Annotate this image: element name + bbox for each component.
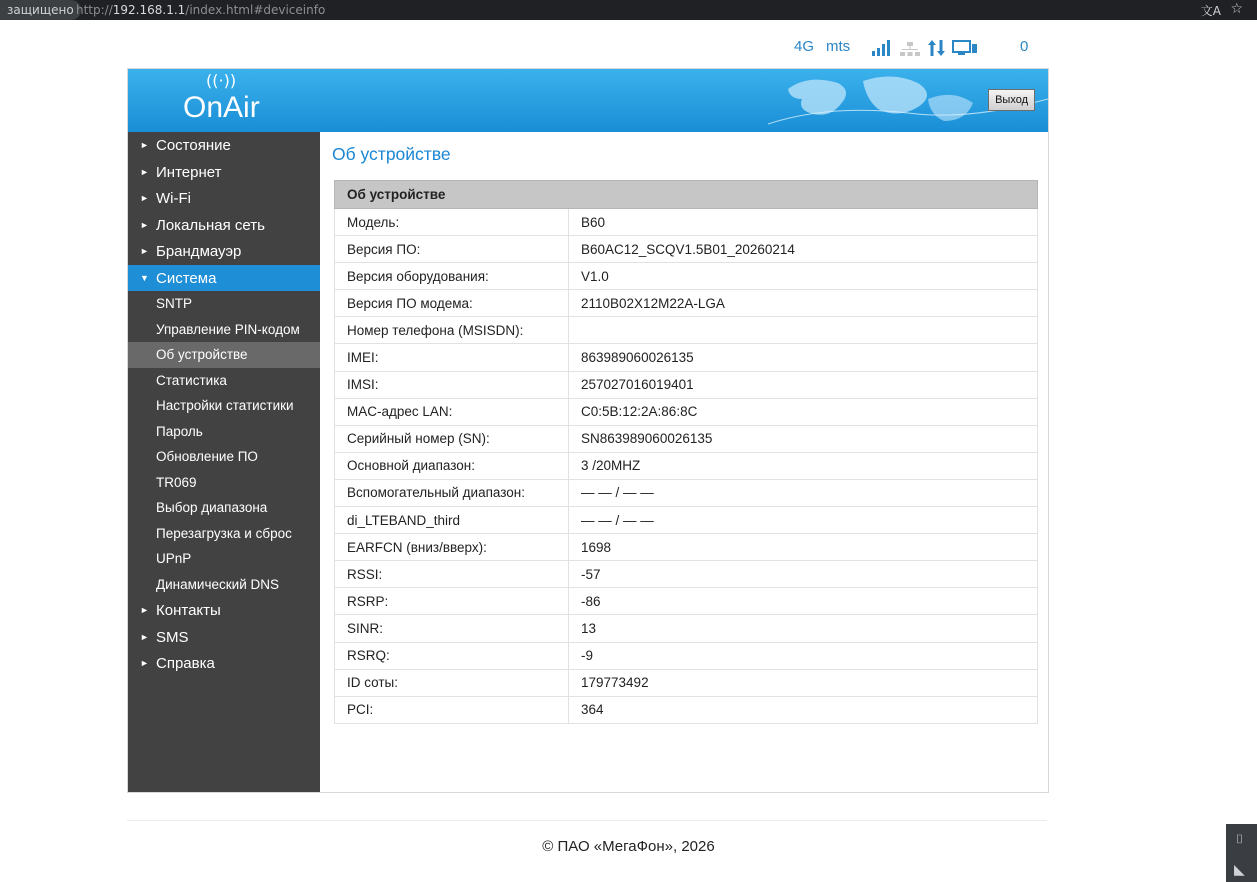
sidebar-item-label: Состояние (156, 137, 231, 154)
row-label: Номер телефона (MSISDN): (335, 317, 569, 344)
header-banner (128, 69, 1048, 132)
sidebar-item-top_before-0[interactable] (128, 132, 320, 159)
sidebar-subitem-2[interactable]: Об устройстве (128, 342, 320, 368)
sidebar-subitem-6[interactable]: Обновление ПО (156, 449, 258, 464)
nav-group-main (128, 132, 320, 265)
sidebar-item-top_before-1[interactable] (128, 159, 320, 186)
row-label: Вспомогательный диапазон: (335, 479, 569, 506)
row-label: IMEI: (335, 344, 569, 371)
row-label: MAC-адрес LAN: (335, 398, 569, 425)
row-label: Серийный номер (SN): (335, 425, 569, 452)
row-value: 257027016019401 (569, 371, 1038, 398)
browser-address-bar[interactable] (0, 0, 1257, 20)
table-row (335, 615, 1038, 642)
table-row (335, 696, 1038, 723)
lan-icon (900, 42, 920, 56)
triangle-right-icon: ► (140, 246, 149, 256)
row-value: 2110B02X12M22A-LGA (569, 290, 1038, 317)
row-value: 179773492 (569, 669, 1038, 696)
sidebar-subitem-4[interactable]: Настройки статистики (156, 398, 294, 413)
sidebar-item-sistema[interactable] (128, 265, 320, 292)
table-row (335, 425, 1038, 452)
row-value: — — / — — (569, 507, 1038, 534)
triangle-right-icon: ► (140, 140, 149, 150)
device-count: 0 (1020, 38, 1029, 55)
sidebar-subitem-3[interactable]: Статистика (156, 372, 227, 388)
table-header: Об устройстве (335, 181, 1038, 209)
device-icon (952, 40, 978, 56)
star-icon[interactable]: ☆ (1230, 1, 1243, 17)
row-label: Модель: (335, 209, 569, 236)
sidebar-item-label: Локальная сеть (156, 216, 265, 234)
sidebar-item-label: SMS (156, 628, 189, 646)
transfer-icon (927, 40, 947, 56)
triangle-right-icon: ► (140, 658, 149, 668)
url-host: 192.168.1.1 (112, 3, 186, 17)
clipboard-icon[interactable]: ⌷ (1236, 832, 1244, 846)
row-value: SN863989060026135 (569, 425, 1038, 452)
row-label: IMSI: (335, 371, 569, 398)
row-value: -86 (569, 588, 1038, 615)
table-row (335, 344, 1038, 371)
row-label: RSRP: (335, 588, 569, 615)
row-label: RSSI: (335, 561, 569, 588)
status-line (780, 38, 1050, 60)
sidebar-subitem-1[interactable]: Управление PIN-кодом (156, 321, 300, 337)
sidebar-item-label: Wi-Fi (156, 190, 191, 207)
row-label: Версия ПО модема: (335, 290, 569, 317)
logo-waves-icon: ((·)) (206, 71, 237, 90)
triangle-right-icon: ► (140, 219, 149, 230)
sidebar-item-top_before-2[interactable] (128, 185, 320, 212)
sidebar-subitem-8[interactable]: Выбор диапазона (156, 500, 268, 515)
row-value: 1698 (569, 534, 1038, 561)
triangle-right-icon: ► (140, 166, 149, 177)
send-icon[interactable]: ◣ (1234, 862, 1245, 878)
sidebar-item-top_before-3[interactable] (128, 212, 320, 239)
sidebar-item-top_after-0[interactable] (128, 597, 320, 624)
sidebar-item-label: Справка (156, 655, 215, 672)
table-row (335, 317, 1038, 344)
row-value: -57 (569, 561, 1038, 588)
sidebar-item-top_before-4[interactable] (128, 238, 320, 265)
table-row (335, 290, 1038, 317)
row-value: -9 (569, 642, 1038, 669)
table-row (335, 669, 1038, 696)
table-row (335, 561, 1038, 588)
sidebar-item-top_after-2[interactable] (128, 650, 320, 677)
row-value: B60 (569, 209, 1038, 236)
triangle-right-icon: ► (140, 631, 149, 642)
table-row (335, 398, 1038, 425)
footer-divider (127, 820, 1047, 821)
sidebar-item-label: Система (156, 269, 217, 287)
sidebar-subitem-10[interactable]: UPnP (156, 551, 192, 566)
row-label: Основной диапазон: (335, 452, 569, 479)
table-row (335, 371, 1038, 398)
footer-copyright: © ПАО «МегаФон», 2026 (542, 838, 715, 855)
table-row (335, 507, 1038, 534)
sidebar-subitem-11[interactable]: Динамический DNS (156, 576, 280, 592)
sidebar-subitem-7[interactable]: TR069 (156, 474, 197, 490)
row-value: C0:5B:12:2A:86:8C (569, 398, 1038, 425)
address-url[interactable] (76, 0, 325, 20)
triangle-down-icon: ▼ (140, 272, 149, 283)
sidebar-item-label: Контакты (156, 602, 221, 619)
nav-submenu (128, 291, 320, 597)
table-header-row (335, 181, 1038, 209)
sidebar-item-top_after-1[interactable] (128, 624, 320, 651)
table-row (335, 588, 1038, 615)
table-row (335, 209, 1038, 236)
table-row (335, 452, 1038, 479)
table-row (335, 642, 1038, 669)
network-type: 4G (794, 38, 815, 55)
operator-name: mts (826, 38, 851, 55)
security-badge[interactable]: защищено (0, 0, 81, 20)
sidebar-item-label: Брандмауэр (156, 243, 242, 260)
url-prefix: http:// (76, 3, 113, 17)
row-label: di_LTEBAND_third (335, 507, 569, 534)
translate-icon[interactable]: 文A (1200, 4, 1221, 18)
row-value: 863989060026135 (569, 344, 1038, 371)
device-info-table (334, 180, 1038, 724)
row-label: SINR: (335, 615, 569, 642)
row-value: 3 /20MHZ (569, 452, 1038, 479)
table-row (335, 534, 1038, 561)
table-row (335, 263, 1038, 290)
table-row (335, 479, 1038, 506)
row-value: B60AC12_SCQV1.5B01_20260214 (569, 236, 1038, 263)
row-label: Версия оборудования: (335, 263, 569, 290)
row-value: V1.0 (569, 263, 1038, 290)
logo: OnAir (183, 91, 260, 124)
sidebar-subitem-5[interactable]: Пароль (156, 423, 203, 439)
row-label: PCI: (335, 696, 569, 723)
row-value (569, 317, 1038, 344)
row-label: RSRQ: (335, 642, 569, 669)
main-content (320, 132, 1048, 792)
row-value: 13 (569, 615, 1038, 642)
row-label: ID соты: (335, 669, 569, 696)
url-path: /index.html#deviceinfo (185, 3, 326, 17)
nav-group-bottom (128, 597, 320, 677)
logout-button[interactable]: Выход (988, 89, 1035, 111)
table-row (335, 236, 1038, 263)
row-value: 364 (569, 696, 1038, 723)
sidebar (128, 132, 320, 792)
row-label: EARFCN (вниз/вверх): (335, 534, 569, 561)
router-frame (127, 68, 1049, 793)
sidebar-subitem-0[interactable]: SNTP (156, 296, 193, 311)
sidebar-item-label: Интернет (156, 163, 222, 181)
signal-icon (871, 40, 891, 56)
row-value: — — / — — (569, 479, 1038, 506)
table-body (335, 209, 1038, 724)
corner-widget[interactable] (1226, 824, 1257, 882)
page-title: Об устройстве (332, 144, 451, 164)
triangle-right-icon: ► (140, 193, 149, 203)
sidebar-subitem-9[interactable]: Перезагрузка и сброс (156, 525, 292, 541)
row-label: Версия ПО: (335, 236, 569, 263)
triangle-right-icon: ► (140, 605, 149, 615)
